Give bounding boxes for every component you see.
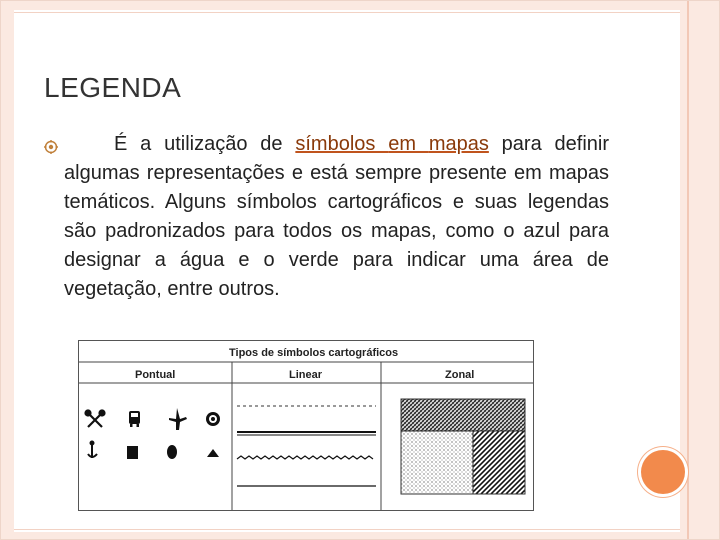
bullet-icon	[44, 140, 58, 154]
triangle-icon	[207, 449, 219, 457]
bus-icon	[129, 411, 140, 427]
figure-title: Tipos de símbolos cartográficos	[229, 347, 399, 359]
wavy-line-sample	[237, 456, 373, 459]
zonal-dotted-pattern	[401, 431, 473, 494]
paragraph-intro: É a utilização de	[114, 133, 296, 155]
paragraph-rest: para definir algumas representações e está sempre presente em mapas temáticos. Alguns símbolos cartográficos e suas legendas são padronizados para todos os mapas, como o azul para designar a água e o verde para indicar uma área de vegetação, entre outros.	[64, 133, 609, 300]
link-simbolos[interactable]: símbolos	[295, 133, 389, 155]
link-mapas[interactable]: mapas	[428, 133, 489, 155]
zonal-hatched-pattern	[473, 431, 525, 494]
figure-drawing	[79, 341, 533, 510]
slide-paragraph	[64, 130, 609, 304]
zonal-dense-pattern	[401, 399, 525, 431]
slide-title: LEGENDA	[44, 72, 182, 103]
square-icon	[127, 446, 138, 459]
link-em[interactable]: em	[388, 133, 429, 155]
col-header-linear: Linear	[289, 369, 323, 381]
cartographic-symbols-figure	[78, 340, 534, 511]
col-header-zonal: Zonal	[445, 369, 475, 381]
tools-icon	[86, 411, 105, 428]
col-header-pontual: Pontual	[135, 369, 176, 381]
airplane-icon	[169, 408, 187, 430]
oval-icon	[167, 445, 177, 459]
decorative-circle	[641, 450, 685, 494]
target-icon	[206, 412, 220, 426]
anchor-icon	[88, 442, 97, 459]
